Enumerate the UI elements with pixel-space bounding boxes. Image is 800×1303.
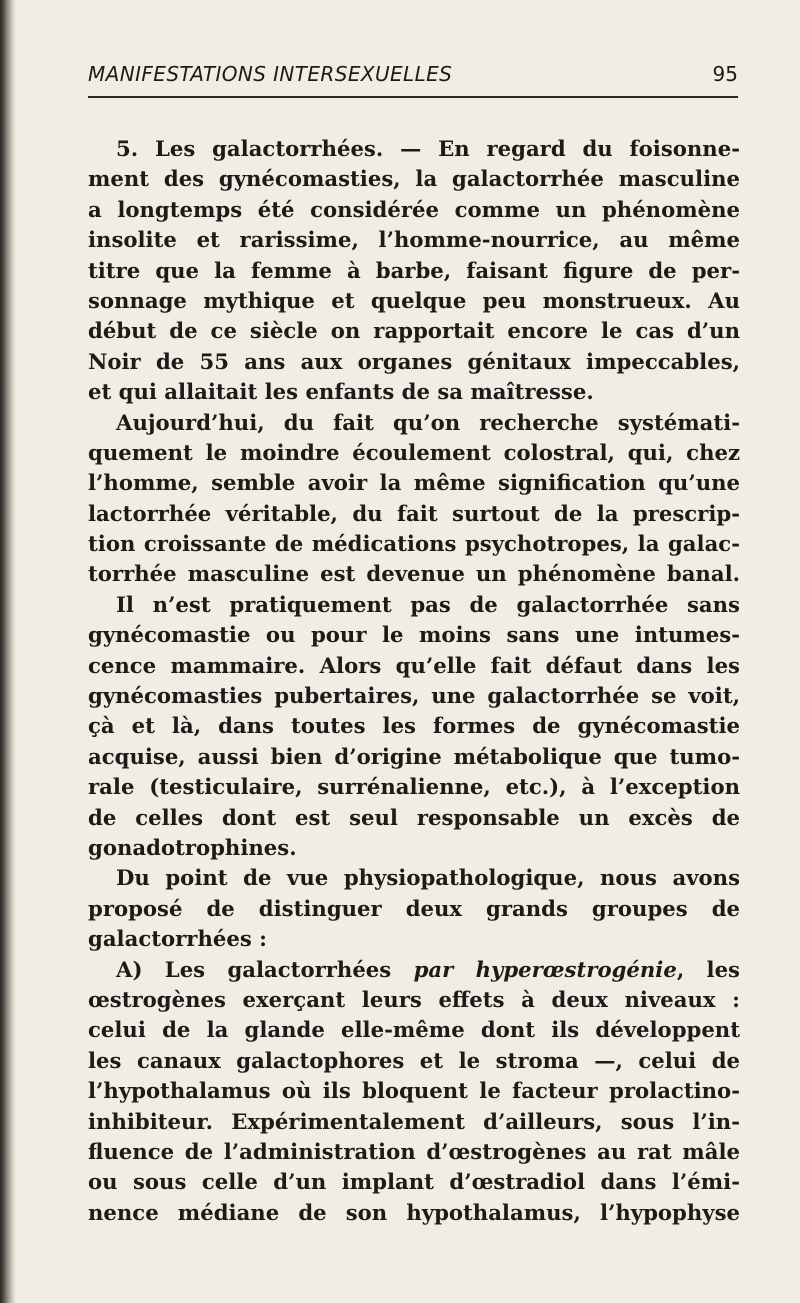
paragraph-line: quement le moindre écoulement colostral, qui, chez — [88, 439, 740, 465]
running-title: MANIFESTATIONS INTERSEXUELLES — [88, 62, 453, 86]
paragraph-line: de celles dont est seul responsable un excès de — [88, 804, 740, 830]
paragraph-line: proposé de distinguer deux grands groupes de — [88, 895, 740, 921]
paragraph-line: lactorrhée véritable, du fait surtout de la prescrip- — [88, 500, 740, 526]
paragraph-line: torrhée masculine est devenue un phénomène banal. — [88, 561, 740, 587]
paragraph-line: Du point de vue physiopathologique, nous avons — [116, 865, 740, 891]
paragraph-line: a longtemps été considérée comme un phénomène — [88, 196, 740, 222]
paragraph-line: Noir de 55 ans aux organes génitaux impeccables, — [88, 348, 740, 374]
paragraph-line-mixed — [88, 955, 740, 985]
paragraph-line: œstrogènes exerçant leurs effets à deux niveaux : — [88, 986, 740, 1012]
paragraph-line: gonadotrophines. — [88, 834, 297, 860]
page-number: 95 — [712, 62, 738, 86]
running-head — [88, 58, 740, 98]
paragraph-line: sonnage mythique et quelque peu monstrueux. Au — [88, 287, 740, 313]
paragraph-line: Il n’est pratiquement pas de galactorrhée sans — [116, 591, 740, 617]
paragraph-line: l’hypothalamus où ils bloquent le facteur prolactino- — [88, 1078, 740, 1104]
paragraph-line: titre que la femme à barbe, faisant figure de per- — [88, 257, 740, 283]
line-text: A) Les galactorrhées — [116, 956, 414, 982]
paragraph-line: acquise, aussi bien d’origine métabolique que tumo- — [88, 743, 740, 769]
paragraph-line: Aujourd’hui, du fait qu’on recherche systémati- — [116, 409, 740, 435]
paragraph-line: cence mammaire. Alors qu’elle fait défaut dans les — [88, 652, 740, 678]
body-text — [88, 134, 740, 1228]
italic-phrase: par hyperœstrogénie — [413, 956, 677, 982]
paragraph-line: les canaux galactophores et le stroma —, celui de — [88, 1047, 740, 1073]
page-binding-edge — [0, 0, 16, 1303]
paragraph-line: et qui allaitait les enfants de sa maîtresse. — [88, 379, 594, 405]
paragraph-line: l’homme, semble avoir la même signification qu’une — [88, 470, 740, 496]
line-text: , les — [676, 956, 740, 982]
paragraph-line: inhibiteur. Expérimentalement d’ailleurs, sous l’in- — [88, 1108, 740, 1134]
paragraph-line: début de ce siècle on rapportait encore le cas d’un — [88, 318, 740, 344]
paragraph-line: gynécomastie ou pour le moins sans une intumes- — [88, 622, 740, 648]
paragraph-line: gynécomasties pubertaires, une galactorrhée se voit, — [88, 683, 740, 709]
paragraph-line: insolite et rarissime, l’homme-nourrice, au même — [88, 227, 740, 253]
paragraph-line: galactorrhées : — [88, 926, 267, 952]
header-rule — [88, 96, 738, 98]
paragraph-line: nence médiane de son hypothalamus, l’hypophyse — [88, 1199, 740, 1225]
paragraph-line: ment des gynécomasties, la galactorrhée masculine — [88, 166, 740, 192]
paragraph-line: celui de la glande elle-même dont ils développent — [88, 1017, 740, 1043]
paragraph-line: ou sous celle d’un implant d’œstradiol dans l’émi- — [88, 1169, 740, 1195]
paragraph-line: çà et là, dans toutes les formes de gynécomastie — [88, 713, 740, 739]
paragraph-line: tion croissante de médications psychotropes, la galac- — [88, 531, 740, 557]
paragraph-line: rale (testiculaire, surrénalienne, etc.), à l’exception — [88, 774, 740, 800]
paragraph-line: fluence de l’administration d’œstrogènes au rat mâle — [88, 1138, 740, 1164]
paragraph-line: 5. Les galactorrhées. — En regard du foisonne- — [116, 136, 740, 161]
